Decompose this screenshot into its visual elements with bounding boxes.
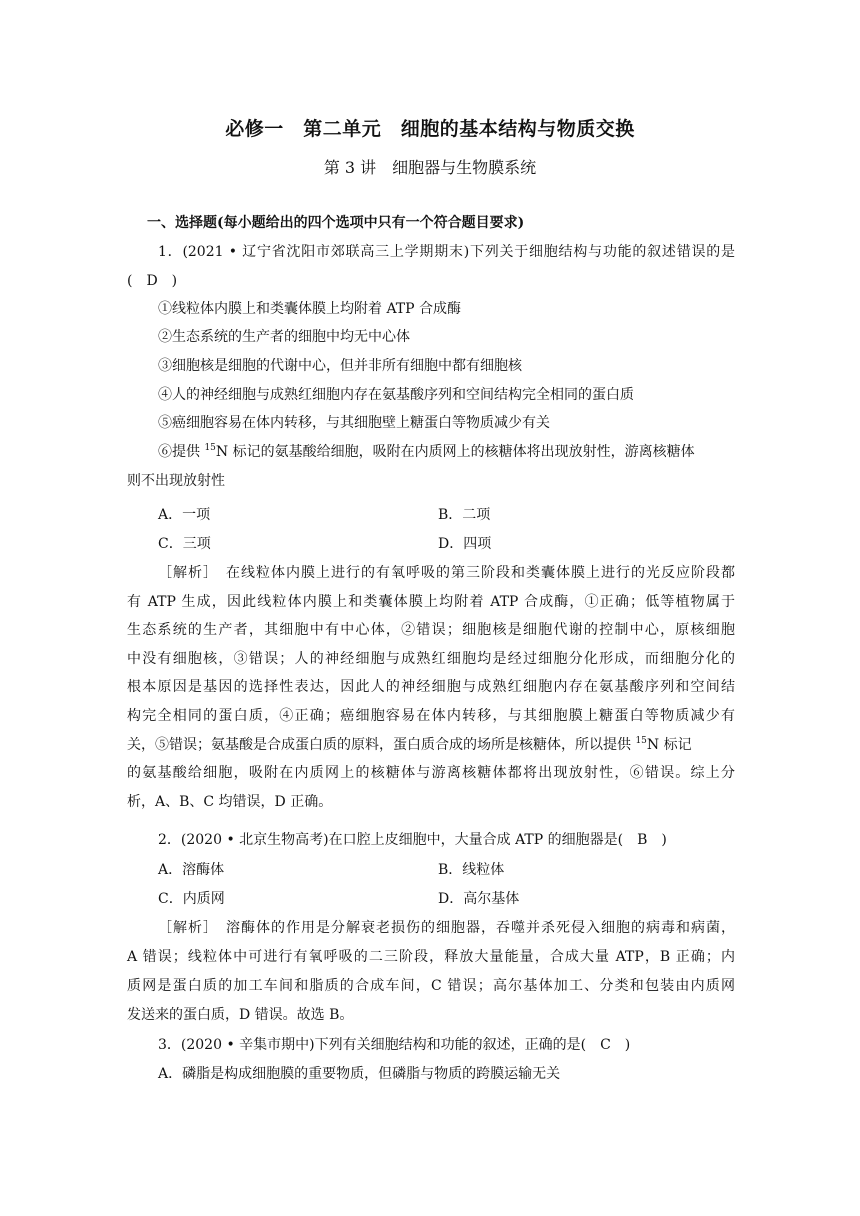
- q1-explanation-line: 析，A、B、C 均错误，D 正确。: [127, 794, 333, 810]
- q1-statement-6: ⑥提供 $^{15}$N 标记的氨基酸给细胞，吸附在内质网上的核糖体将出现放射性，游离核糖体: [158, 443, 695, 460]
- q1-option-a: A．一项: [158, 507, 211, 523]
- q1-explanation-line: 生态系统的生产者，其细胞中有中心体，②错误；细胞核是细胞代谢的控制中心，原核细胞: [127, 622, 735, 638]
- q2-option-a: A．溶酶体: [158, 862, 225, 878]
- q1-option-c: C．三项: [158, 536, 211, 552]
- q2-option-d: D．高尔基体: [438, 891, 520, 907]
- q1-statement-3: ③细胞核是细胞的代谢中心，但并非所有细胞中都有细胞核: [158, 358, 522, 374]
- q1-explanation-line: 构完全相同的蛋白质，④正确；癌细胞容易在体内转移，与其细胞膜上糖蛋白等物质减少有: [127, 708, 735, 724]
- q2-stem: 2．(2020 • 北京生物高考)在口腔上皮细胞中，大量合成 ATP 的细胞器是( B ): [158, 832, 667, 848]
- q1-statement-6-cont: 则不出现放射性: [127, 473, 225, 489]
- q2-explanation-line: ［解析］ 溶酶体的作用是分解衰老损伤的细胞器，吞噬并杀死侵入细胞的病毒和病菌，: [158, 920, 735, 936]
- q3-stem: 3．(2020 • 辛集市期中)下列有关细胞结构和功能的叙述，正确的是( C ): [158, 1037, 631, 1053]
- page-title: 必修一 第二单元 细胞的基本结构与物质交换: [225, 118, 635, 140]
- q1-statement-5: ⑤癌细胞容易在体内转移，与其细胞壁上糖蛋白等物质减少有关: [158, 415, 550, 431]
- q1-statement-2: ②生态系统的生产者的细胞中均无中心体: [158, 329, 410, 345]
- section-heading: 一、选择题(每小题给出的四个选项中只有一个符合题目要求): [147, 215, 525, 231]
- q3-option-a: A．磷脂是构成细胞膜的重要物质，但磷脂与物质的跨膜运输无关: [158, 1066, 561, 1082]
- q1-explanation-line: 中没有细胞核，③错误；人的神经细胞与成熟红细胞均是经过细胞分化形成，而细胞分化的: [127, 651, 735, 667]
- q2-option-b: B．线粒体: [438, 862, 505, 878]
- q2-explanation-line: 发送来的蛋白质，D 错误。故选 B。: [127, 1007, 354, 1023]
- q1-explanation-line: ［解析］ 在线粒体内膜上进行的有氧呼吸的第三阶段和类囊体膜上进行的光反应阶段都: [158, 565, 735, 581]
- q1-option-b: B．二项: [438, 507, 491, 523]
- q1-option-d: D．四项: [438, 536, 492, 552]
- q2-explanation-line: A 错误；线粒体中可进行有氧呼吸的二三阶段，释放大量能量，合成大量 ATP，B 正确；内: [127, 949, 735, 965]
- q2-option-c: C．内质网: [158, 891, 225, 907]
- q1-explanation-line: 关，⑤错误；氨基酸是合成蛋白质的原料，蛋白质合成的场所是核糖体，所以提供 $^{15}$N 标记: [127, 736, 692, 753]
- q1-statement-1: ①线粒体内膜上和类囊体膜上均附着 ATP 合成酶: [158, 301, 462, 317]
- q1-stem-answer: ( D ): [127, 273, 178, 289]
- q1-explanation-line: 的氨基酸给细胞，吸附在内质网上的核糖体与游离核糖体都将出现放射性，⑥错误。综上分: [127, 765, 735, 781]
- q1-explanation-line: 有 ATP 生成，因此线粒体内膜上和类囊体膜上均附着 ATP 合成酶，①正确；低等植物属于: [127, 594, 735, 610]
- lesson-subtitle: 第 3 讲 细胞器与生物膜系统: [323, 158, 537, 177]
- q1-statement-4: ④人的神经细胞与成熟红细胞内存在氨基酸序列和空间结构完全相同的蛋白质: [158, 387, 634, 403]
- q2-explanation-line: 质网是蛋白质的加工车间和脂质的合成车间，C 错误；高尔基体加工、分类和包装由内质网: [127, 978, 735, 994]
- q1-explanation-line: 根本原因是基因的选择性表达，因此人的神经细胞与成熟红细胞内存在氨基酸序列和空间结: [127, 679, 735, 695]
- q1-stem-line1: 1．(2021 • 辽宁省沈阳市郊联高三上学期期末)下列关于细胞结构与功能的叙述错误的是: [158, 244, 735, 260]
